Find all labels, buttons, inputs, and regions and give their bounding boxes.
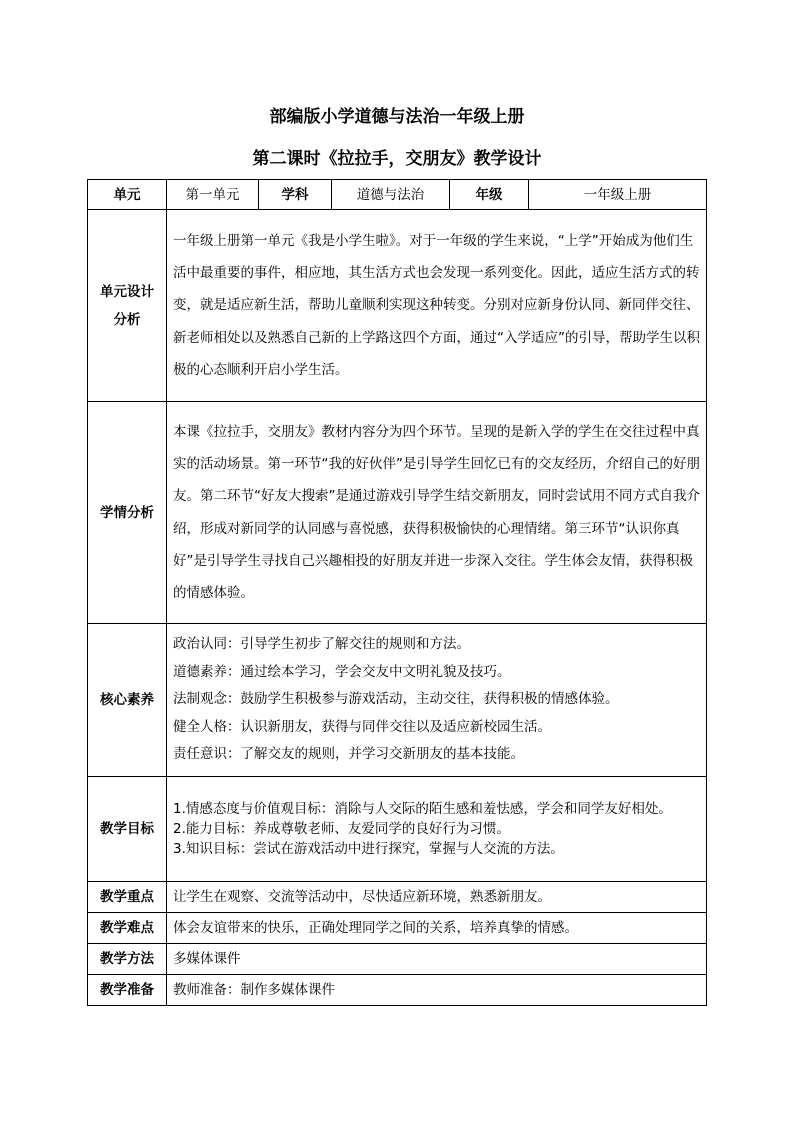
preparation-text: 教师准备：制作多媒体课件 xyxy=(167,975,707,1006)
unit-analysis-text: 一年级上册第一单元《我是小学生啦》。对于一年级的学生来说，“上学”开始成为他们生活中最重要的事件，相应地，其生活方式也会发现一系列变化。因此，适应生活方式的转变，就是适应新生活，帮助儿童顺利实现这种转变。分别对应新身份认同、新同伴交往、新老师相处以及熟悉自己新的上学路这四个方面，通过“入学适应”的引导，帮助学生以积极的心态顺利开启小学生活。 xyxy=(173,232,700,378)
grade-label: 年级 xyxy=(450,180,529,210)
difficulties-label: 教学难点 xyxy=(88,913,167,944)
document-title: 部编版小学道德与法治一年级上册 xyxy=(269,107,525,127)
unit-analysis-label-line2: 分析 xyxy=(113,311,141,328)
core-literacy-item: 法制观念：鼓励学生积极参与游戏活动，主动交往，获得积极的情感体验。 xyxy=(173,691,619,708)
core-literacy-row xyxy=(88,624,707,777)
lesson-title: 第二课时《拉拉手，交朋友》教学设计 xyxy=(252,149,542,169)
subject-label: 学科 xyxy=(259,180,332,210)
core-literacy-content xyxy=(167,624,707,777)
key-points-label: 教学重点 xyxy=(88,882,167,913)
subject-value: 道德与法治 xyxy=(332,180,450,210)
unit-analysis-row xyxy=(88,210,707,402)
preparation-row xyxy=(88,975,707,1006)
teaching-goal-item: 1.情感态度与价值观目标：消除与人交际的陌生感和羞怯感，学会和同学友好相处。 xyxy=(173,801,672,817)
methods-text: 多媒体课件 xyxy=(167,944,707,975)
teaching-goals-content xyxy=(167,777,707,882)
learner-analysis-row xyxy=(88,402,707,624)
difficulties-row xyxy=(88,913,707,944)
grade-value: 一年级上册 xyxy=(529,180,707,210)
core-literacy-label: 核心素养 xyxy=(88,624,167,777)
learner-analysis-label: 学情分析 xyxy=(88,402,167,624)
core-literacy-item: 健全人格：认识新朋友，获得与同伴交往以及适应新校园生活。 xyxy=(173,718,551,735)
methods-row xyxy=(88,944,707,975)
teaching-goals-label: 教学目标 xyxy=(88,777,167,882)
preparation-label: 教学准备 xyxy=(88,975,167,1006)
unit-value: 第一单元 xyxy=(167,180,259,210)
header-row xyxy=(88,180,707,210)
difficulties-text: 体会友谊带来的快乐，正确处理同学之间的关系，培养真挚的情感。 xyxy=(167,913,707,944)
key-points-text: 让学生在观察、交流等活动中，尽快适应新环境，熟悉新朋友。 xyxy=(167,882,707,913)
unit-label: 单元 xyxy=(88,180,167,210)
learner-analysis-text: 本课《拉拉手，交朋友》教材内容分为四个环节。呈现的是新入学的学生在交往过程中真实的活动场景。第一环节“我的好伙伴”是引导学生回忆已有的交友经历，介绍自己的好朋友。第二环节“好友大搜索”是通过游戏引导学生结交新朋友，同时尝试用不同方式自我介绍，形成对新同学的认同感与喜悦感，获得积极愉快的心理情绪。第三环节“认识你真好”是引导学生寻找自己兴趣相投的好朋友并进一步深入交往。学生体会友情，获得积极的情感体验。 xyxy=(173,423,700,602)
learner-analysis-content xyxy=(167,402,707,624)
core-literacy-item: 责任意识：了解交友的规则，并学习交新朋友的基本技能。 xyxy=(173,746,524,763)
core-literacy-item: 道德素养：通过绘本学习，学会交友中文明礼貌及技巧。 xyxy=(173,663,511,680)
core-literacy-item: 政治认同：引导学生初步了解交往的规则和方法。 xyxy=(173,636,470,653)
teaching-goal-item: 2.能力目标：养成尊敬老师、友爱同学的良好行为习惯。 xyxy=(173,821,510,837)
lesson-plan-table xyxy=(87,179,707,1006)
teaching-goal-item: 3.知识目标：尝试在游戏活动中进行探究，掌握与人交流的方法。 xyxy=(173,841,564,857)
unit-analysis-content xyxy=(167,210,707,402)
unit-analysis-label xyxy=(88,210,167,402)
key-points-row xyxy=(88,882,707,913)
methods-label: 教学方法 xyxy=(88,944,167,975)
unit-analysis-label-line1: 单元设计 xyxy=(100,283,154,300)
teaching-goals-row xyxy=(88,777,707,882)
